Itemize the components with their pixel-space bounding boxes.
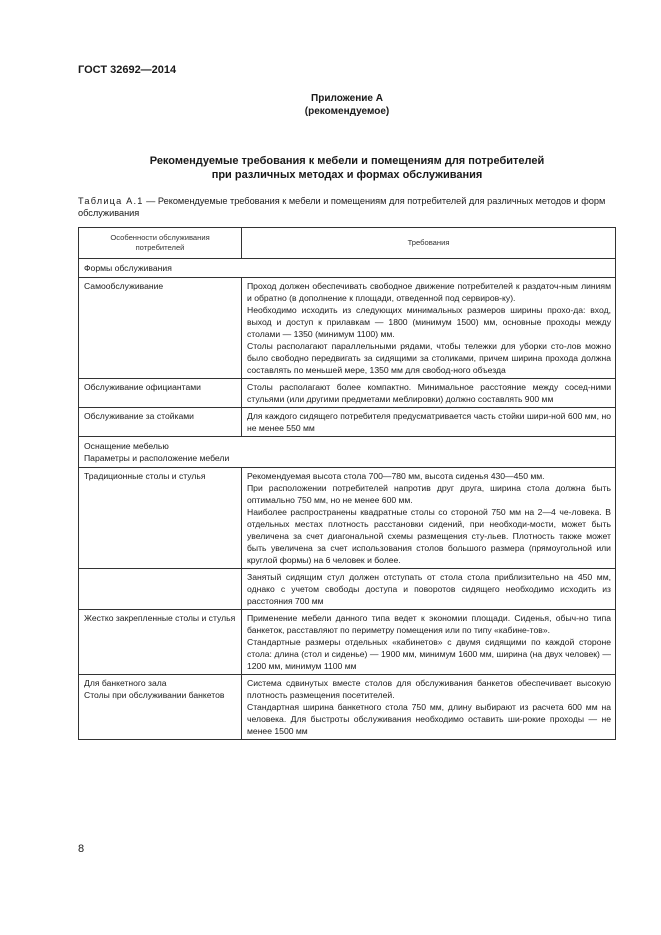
table-row bbox=[79, 675, 616, 740]
requirement-paragraph: Наиболее распространены квадратные столы со стороной 750 мм на 2—4 че-ловека. В отдельных местах плотность расстановки сидений, при необходи-мости, может быть увеличена за счет диагональной схемы размещения сту-льев. Плотность также может быть увеличена за счет использования столов большого размера (прямоугольной или круглой формы) на 6 человек и более. bbox=[247, 507, 611, 565]
page-number: 8 bbox=[78, 843, 85, 855]
section-row bbox=[79, 437, 616, 468]
requirement-paragraph: Рекомендуемая высота стола 700—780 мм, высота сиденья 430—450 мм. bbox=[247, 471, 545, 481]
section-furniture-line-2: Параметры и расположение мебели bbox=[84, 453, 230, 463]
requirement-cell: Занятый сидящим стул должен отступать от стола стола приблизительно на 450 мм, однако с учетом свободы доступа и поворотов сидящего необходимо исходить из расстояния 700 мм bbox=[242, 569, 616, 610]
requirement-paragraph: Стандартная ширина банкетного стола 750 мм, длину выбирают из расчета 600 мм на человека. Для быстроты обслуживания необходимо оставить ши-рокие проходы — не менее 1500 мм bbox=[247, 702, 611, 736]
standard-number: ГОСТ 32692—2014 bbox=[78, 64, 177, 76]
table-row bbox=[79, 610, 616, 675]
requirement-cell bbox=[242, 278, 616, 379]
col-header-features bbox=[79, 228, 242, 259]
appendix-title: Приложение А bbox=[311, 93, 383, 104]
requirements-table bbox=[78, 227, 616, 740]
feature-cell: Самообслуживание bbox=[79, 278, 242, 379]
table-row bbox=[79, 569, 616, 610]
requirement-cell: Для каждого сидящего потребителя предусматривается часть стойки шири-ной 600 мм, но не менее 550 мм bbox=[242, 408, 616, 437]
requirement-cell: Столы располагают более компактно. Минимальное расстояние между сосед-ними стульями (или другими предметами меблировки) должно составлять 900 мм bbox=[242, 379, 616, 408]
requirement-paragraph: Система сдвинутых вместе столов для обслуживания банкетов обеспечивает высокую плотность размещения посетителей. bbox=[247, 678, 611, 700]
col-header-features-line-1: Особенности обслуживания bbox=[110, 233, 210, 242]
table-row bbox=[79, 408, 616, 437]
requirement-paragraph: Необходимо исходить из следующих минимальных размеров ширины прохо-да: вход, выход и доступ к прилавкам — 1800 (минимум 1500) мм, основные проходы между столами — 1350 (минимум 1100) мм. bbox=[247, 305, 611, 339]
table-row bbox=[79, 379, 616, 408]
table-header-row bbox=[79, 228, 616, 259]
table-row bbox=[79, 468, 616, 569]
col-header-features-line-2: потребителей bbox=[135, 243, 185, 252]
requirement-paragraph: Применение мебели данного типа ведет к экономии площади. Сиденья, обыч-но типа банкеток, расставляют по периметру помещения или по типу «кабине-тов». bbox=[247, 613, 611, 635]
feature-cell: Жестко закрепленные столы и стулья bbox=[79, 610, 242, 675]
requirement-paragraph: Проход должен обеспечивать свободное движение потребителей к раздаточ-ным линиям и обратно (в дополнение к площади, отведенной под сервиров-ку). bbox=[247, 281, 611, 303]
section-furniture bbox=[79, 437, 616, 468]
feature-cell: Обслуживание за стойками bbox=[79, 408, 242, 437]
section-row bbox=[79, 259, 616, 278]
requirement-paragraph: При расположении потребителей напротив друг друга, ширина стола должна быть оптимально 750 мм, но не менее 600 мм. bbox=[247, 483, 611, 505]
feature-cell: Обслуживание официантами bbox=[79, 379, 242, 408]
table-row bbox=[79, 278, 616, 379]
col-header-requirements: Требования bbox=[242, 228, 616, 259]
requirement-cell bbox=[242, 610, 616, 675]
requirement-paragraph: Стандартные размеры отдельных «кабинетов» с двумя сидящими по каждой стороне стола: длина (стол и сиденье) — 1900 мм, минимум 1600 мм, ширина (на двух человек) — 1200 мм, минимум 1100 мм bbox=[247, 637, 611, 671]
feature-cell bbox=[79, 569, 242, 610]
table-caption-text: — Рекомендуемые требования к мебели и помещениям для потребителей для различных методов и форм обслуживания bbox=[78, 196, 606, 218]
section-furniture-line-1: Оснащение мебелью bbox=[84, 441, 169, 451]
heading-line-2: при различных методах и формах обслуживания bbox=[211, 169, 483, 181]
section-service-forms: Формы обслуживания bbox=[79, 259, 616, 278]
feature-cell: Традиционные столы и стулья bbox=[79, 468, 242, 569]
appendix-subtitle: (рекомендуемое) bbox=[304, 106, 390, 117]
requirement-paragraph: Столы располагают параллельными рядами, чтобы тележки для уборки сто-лов можно было свободно передвигать за сидящими за столиками, причем ширина прохода должна составлять по меньшей мере, 1350 мм для свобод-ного объезда bbox=[247, 341, 611, 375]
section-heading bbox=[78, 154, 616, 182]
feature-line: Столы при обслуживании банкетов bbox=[84, 690, 225, 700]
feature-cell bbox=[79, 675, 242, 740]
requirement-cell bbox=[242, 675, 616, 740]
table-caption-label: Таблица А.1 bbox=[78, 196, 144, 206]
table-caption bbox=[78, 195, 616, 219]
feature-line: Для банкетного зала bbox=[84, 678, 167, 688]
requirement-cell bbox=[242, 468, 616, 569]
heading-line-1: Рекомендуемые требования к мебели и помещениям для потребителей bbox=[149, 155, 545, 167]
